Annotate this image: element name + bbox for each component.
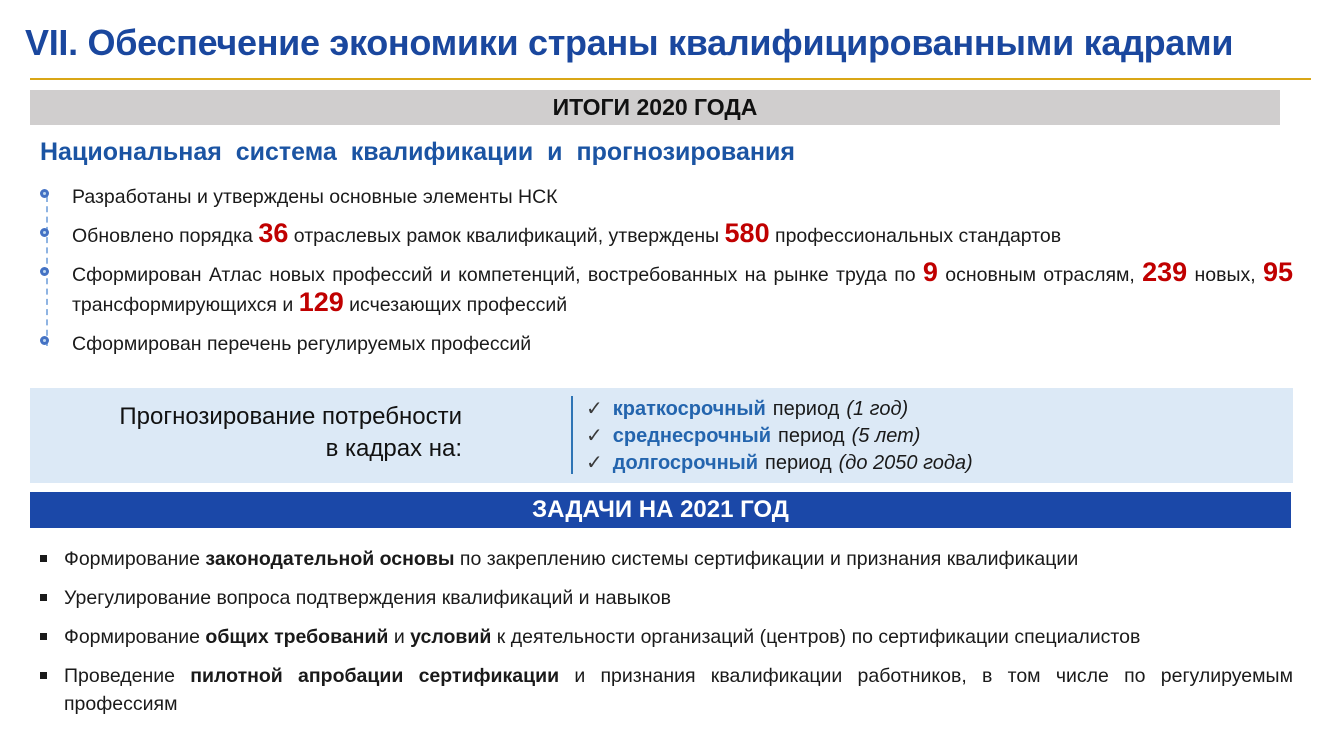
tasks-bullet-list bbox=[40, 545, 1293, 729]
forecast-term: среднесрочный bbox=[612, 425, 771, 447]
results-banner bbox=[30, 90, 1280, 125]
tasks-banner-label: ЗАДАЧИ НА 2021 ГОД bbox=[532, 496, 789, 523]
check-icon: ✓ bbox=[586, 425, 603, 447]
task-bullet-text: Формирование общих требований и условий к деятельности организаций (центров) по сертификации специалистов bbox=[64, 626, 1141, 648]
results-bullet-text: Разработаны и утверждены основные элементы НСК bbox=[72, 186, 558, 208]
forecast-item bbox=[586, 423, 973, 450]
results-bullet bbox=[40, 182, 1293, 212]
results-bullet-text: Сформирован перечень регулируемых профессий bbox=[72, 333, 532, 355]
square-bullet-icon bbox=[40, 633, 47, 640]
task-bullet bbox=[40, 584, 1293, 612]
check-icon: ✓ bbox=[586, 398, 603, 420]
results-bullet bbox=[40, 329, 1293, 359]
forecast-list bbox=[586, 396, 973, 477]
square-bullet-icon bbox=[40, 594, 47, 601]
results-bullet-list bbox=[40, 182, 1293, 368]
task-bullet-text: Урегулирование вопроса подтверждения квалификаций и навыков bbox=[64, 587, 671, 609]
title-underline bbox=[30, 78, 1311, 80]
results-bullet-text: Сформирован Атлас новых профессий и компетенций, востребованных на рынке труда по 9 основным отраслям, 239 новых, 95 трансформирующихся и 129 исчезающих профессий bbox=[72, 257, 1293, 317]
circle-bullet-icon bbox=[40, 336, 49, 345]
task-bullet bbox=[40, 662, 1293, 718]
forecast-period-word: период bbox=[765, 452, 832, 474]
forecast-item bbox=[586, 450, 973, 477]
forecast-item bbox=[586, 396, 973, 423]
circle-bullet-icon bbox=[40, 189, 49, 198]
results-banner-label: ИТОГИ 2020 ГОДА bbox=[552, 94, 758, 120]
results-bullet bbox=[40, 218, 1293, 251]
square-bullet-icon bbox=[40, 555, 47, 562]
forecast-divider bbox=[571, 396, 573, 474]
forecast-term: долгосрочный bbox=[612, 452, 759, 474]
forecast-period-word: период bbox=[778, 425, 845, 447]
tasks-banner bbox=[30, 492, 1291, 528]
circle-bullet-icon bbox=[40, 228, 49, 237]
page-title: VII. Обеспечение экономики страны квалифицированными кадрами bbox=[25, 22, 1234, 63]
forecast-label: Прогнозирование потребности в кадрах на: bbox=[119, 403, 462, 462]
results-bullet-text: Обновлено порядка 36 отраслевых рамок квалификаций, утверждены 580 профессиональных стандартов bbox=[72, 218, 1062, 248]
forecast-panel bbox=[30, 388, 1293, 483]
forecast-term: краткосрочный bbox=[612, 398, 766, 420]
forecast-note: (5 лет) bbox=[851, 425, 921, 447]
task-bullet bbox=[40, 623, 1293, 651]
forecast-period-word: период bbox=[772, 398, 840, 420]
task-bullet bbox=[40, 545, 1293, 573]
task-bullet-text: Проведение пилотной апробации сертификации и признания квалификации работников, в том числе по регулируемым профессиям bbox=[64, 665, 1293, 715]
section-heading: Национальная система квалификации и прогнозирования bbox=[40, 138, 795, 166]
square-bullet-icon bbox=[40, 672, 47, 679]
check-icon: ✓ bbox=[586, 452, 603, 474]
circle-bullet-icon bbox=[40, 267, 49, 276]
task-bullet-text: Формирование законодательной основы по закреплению системы сертификации и признания квалификации bbox=[64, 548, 1079, 570]
forecast-note: (1 год) bbox=[846, 398, 909, 420]
forecast-note: (до 2050 года) bbox=[838, 452, 973, 474]
results-bullet bbox=[40, 257, 1293, 320]
